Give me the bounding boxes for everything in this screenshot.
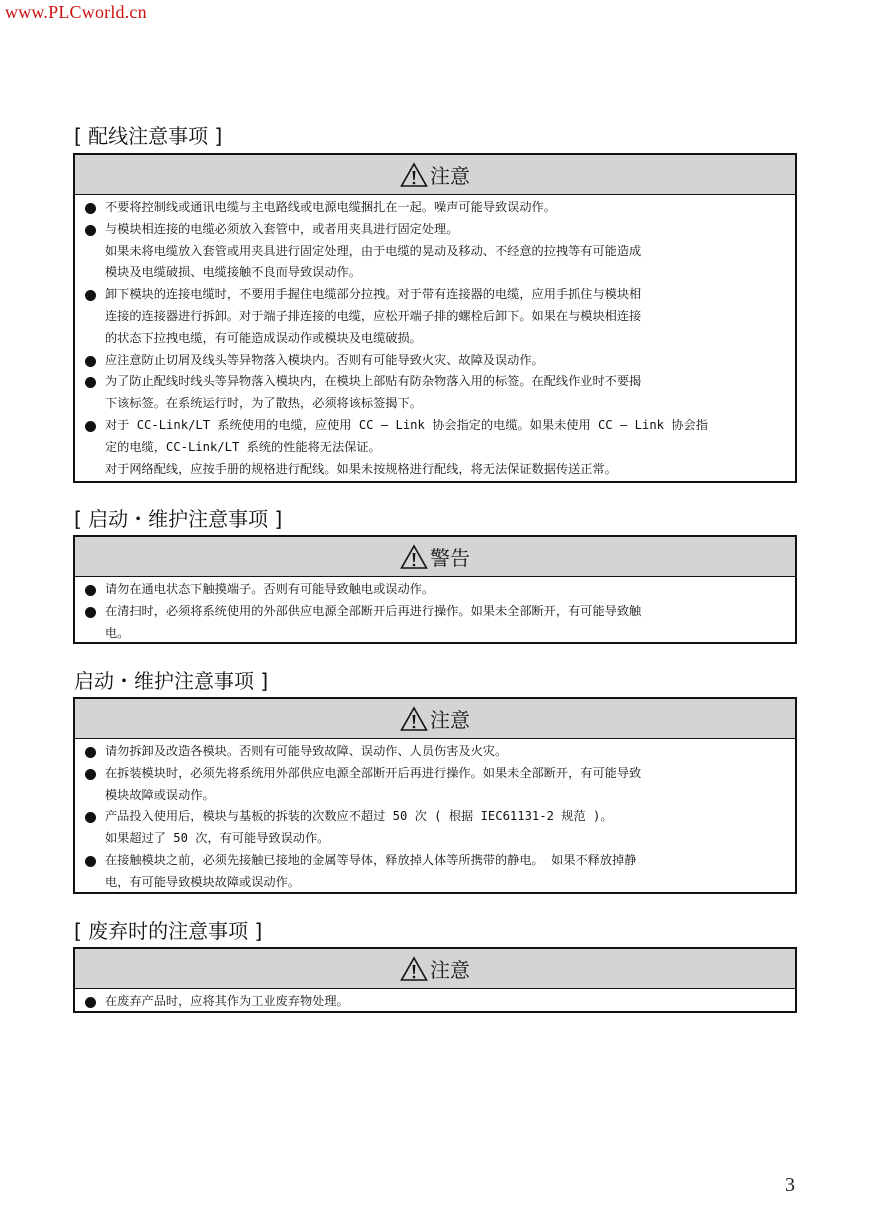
precaution-text-line: 电。 [105, 625, 130, 640]
precaution-list [75, 577, 795, 647]
precaution-text-line: 请勿在通电状态下触摸端子。否则有可能导致触电或误动作。 [105, 582, 435, 596]
bullet-icon [85, 225, 96, 236]
precaution-item [83, 219, 787, 284]
bullet-icon [85, 812, 96, 823]
precaution-text-line: 产品投入使用后，模块与基板的拆装的次数应不超过 50 次 ( 根据 IEC61131-2 规范 )。 [105, 809, 613, 824]
precaution-box-startup-maintenance-caution [73, 697, 797, 894]
precaution-header [75, 949, 795, 989]
precaution-text-line: 下该标签。在系统运行时，为了散热，必须将该标签揭下。 [105, 396, 422, 411]
precaution-header [75, 537, 795, 577]
precaution-item [83, 806, 787, 850]
precaution-item [83, 197, 787, 219]
precaution-list [75, 195, 795, 483]
precaution-header [75, 155, 795, 195]
watermark-url: www.PLCworld.cn [5, 2, 147, 22]
section-title-startup-maintenance-caution: 启动・维护注意事项 ] [74, 669, 269, 693]
precaution-header-label: 警告 [430, 546, 470, 570]
precaution-item [83, 350, 787, 372]
warning-triangle-icon [400, 706, 428, 732]
page-number: 3 [785, 1174, 795, 1196]
section-title-wiring-precautions: [ 配线注意事项 ] [74, 124, 223, 148]
precaution-box-disposal-precautions [73, 947, 797, 1013]
section-title-disposal-precautions: [ 废弃时的注意事项 ] [74, 919, 263, 943]
precaution-text-line: 卸下模块的连接电缆时，不要用手握住电缆部分拉拽。对于带有连接器的电缆，应用手抓住与模块相 [105, 287, 642, 302]
precaution-item [83, 991, 787, 1013]
precaution-item [83, 415, 787, 480]
precaution-text-line: 在废弃产品时，应将其作为工业废弃物处理。 [105, 994, 349, 1008]
precaution-text-line: 应注意防止切屑及线头等异物落入模块内。否则有可能导致火灾、故障及误动作。 [105, 352, 544, 367]
bullet-icon [85, 856, 96, 867]
warning-triangle-icon [400, 544, 428, 570]
bullet-icon [85, 290, 96, 301]
precaution-header-label: 注意 [430, 164, 470, 188]
warning-triangle-icon [400, 162, 428, 188]
precaution-item [83, 579, 787, 601]
precaution-text-line: 对于网络配线，应按手册的规格进行配线。如果未按规格进行配线，将无法保证数据传送正常。 [105, 461, 617, 476]
precaution-box-startup-maintenance-warning [73, 535, 797, 644]
precaution-text-line: 定的电缆，CC-Link/LT 系统的性能将无法保证。 [105, 439, 381, 454]
precaution-item [83, 284, 787, 349]
warning-triangle-icon [400, 956, 428, 982]
bullet-icon [85, 747, 96, 758]
bullet-icon [85, 997, 96, 1008]
precaution-item [83, 741, 787, 763]
precaution-list [75, 739, 795, 897]
precaution-header [75, 699, 795, 739]
precaution-header-label: 注意 [430, 958, 470, 982]
precaution-text-line: 如果未将电缆放入套管或用夹具进行固定处理，由于电缆的晃动及移动、不经意的拉拽等有可能造成 [105, 243, 642, 258]
precaution-item [83, 371, 787, 415]
bullet-icon [85, 203, 96, 214]
precaution-text-line: 电，有可能导致模块故障或误动作。 [105, 874, 300, 889]
precaution-text-line: 为了防止配线时线头等异物落入模块内，在模块上部贴有防杂物落入用的标签。在配线作业时不要揭 [105, 374, 642, 389]
precaution-text-line: 模块及电缆破损、电缆接触不良而导致误动作。 [105, 265, 361, 280]
precaution-text-line: 不要将控制线或通讯电缆与主电路线或电源电缆捆扎在一起。噪声可能导致误动作。 [105, 200, 556, 214]
bullet-icon [85, 607, 96, 618]
bullet-icon [85, 585, 96, 596]
precaution-item [83, 763, 787, 807]
precaution-text-line: 请勿拆卸及改造各模块。否则有可能导致故障、误动作、人员伤害及火灾。 [105, 744, 508, 758]
bullet-icon [85, 769, 96, 780]
precaution-item [83, 850, 787, 894]
precaution-box-wiring-precautions [73, 153, 797, 483]
precaution-text-line: 如果超过了 50 次，有可能导致误动作。 [105, 831, 330, 846]
precaution-text-line: 模块故障或误动作。 [105, 787, 215, 802]
bullet-icon [85, 421, 96, 432]
precaution-text-line: 与模块相连接的电缆必须放入套管中，或者用夹具进行固定处理。 [105, 221, 459, 236]
bullet-icon [85, 377, 96, 388]
precaution-header-label: 注意 [430, 708, 470, 732]
precaution-list [75, 989, 795, 1016]
section-title-startup-maintenance-warning: [ 启动・维护注意事项 ] [74, 507, 283, 531]
bullet-icon [85, 356, 96, 367]
precaution-text-line: 在拆装模块时，必须先将系统用外部供应电源全部断开后再进行操作。如果未全部断开，有可能导致 [105, 765, 642, 780]
precaution-text-line: 连接的连接器进行拆卸。对于端子排连接的电缆，应松开端子排的螺栓后卸下。如果在与模块相连接 [105, 308, 642, 323]
precaution-text-line: 在接触模块之前，必须先接触已接地的金属等导体，释放掉人体等所携带的静电。 如果不释放掉静 [105, 852, 637, 867]
precaution-text-line: 的状态下拉拽电缆，有可能造成误动作或模块及电缆破损。 [105, 330, 422, 345]
precaution-text-line: 对于 CC-Link/LT 系统使用的电缆，应使用 CC – Link 协会指定的电缆。如果未使用 CC – Link 协会指 [105, 417, 708, 432]
precaution-text-line: 在清扫时，必须将系统使用的外部供应电源全部断开后再进行操作。如果未全部断开，有可能导致触 [105, 603, 642, 618]
precaution-item [83, 601, 787, 645]
